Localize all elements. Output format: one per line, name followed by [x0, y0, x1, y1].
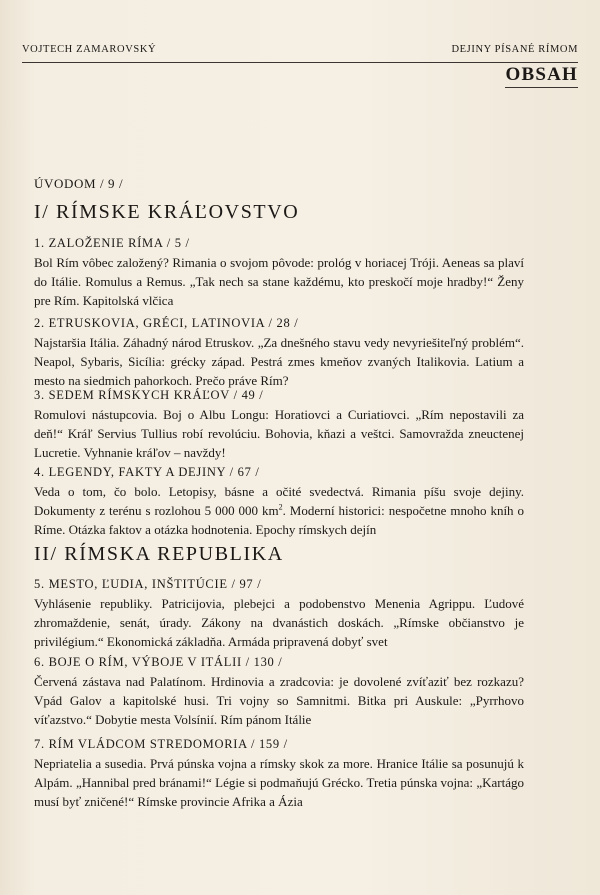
header-author: VOJTECH ZAMAROVSKÝ	[22, 44, 157, 55]
intro-entry: ÚVODOM / 9 /	[34, 176, 124, 191]
chapter-2	[34, 316, 524, 390]
chapter-1	[34, 236, 524, 310]
header-book-title: DEJINY PÍSANÉ RÍMOM	[451, 44, 578, 55]
chapter-title: 3. SEDEM RÍMSKYCH KRÁĽOV / 49 /	[34, 388, 264, 402]
chapter-title: 4. LEGENDY, FAKTY A DEJINY / 67 /	[34, 465, 260, 479]
chapter-title: 5. MESTO, ĽUDIA, INŠTITÚCIE / 97 /	[34, 577, 262, 591]
chapter-description: Romulovi nástupcovia. Boj o Albu Longu: Horatiovci a Curiatiovci. „Rím nepostavili za deň!“ Kráľ Servius Tullius robí revolúciu. Bohovia, kňazi a veštci. Samovražda zneuctenej Lucretie. Vyhnanie kráľov – navždy!	[34, 407, 524, 460]
chapter-5	[34, 577, 524, 651]
running-header	[22, 40, 578, 63]
chapter-description: Veda o tom, čo bolo. Letopisy, básne a očité svedectvá. Rimania píšu svoje dejiny. Dokumenty z terénu s rozlohou 5 000 000 $km^2$. Moderní historici: nespočetne mnoho kníh o Ríme. Otázka faktov a otázka hodnotenia. Epochy rímskych dejín	[34, 484, 525, 537]
part-heading-1: I/ RÍMSKE KRÁĽOVSTVO	[34, 201, 300, 223]
chapter-3	[34, 388, 524, 462]
chapter-description: Bol Rím vôbec založený? Rimania o svojom pôvode: prológ v horiacej Tróji. Aeneas sa plaví do Itálie. Romulus a Remus. „Tak nech sa stane každému, kto preskočí moje hradby!“ Ženy pre Rím. Kapitolská vlčica	[34, 255, 524, 308]
chapter-description: Červená zástava nad Palatínom. Hrdinovia a zradcovia: je dovolené zvíťaziť bez rozkazu? Vpád Galov a kapitolské husi. Tri vojny so Samnitmi. Bitka pri Auskule: „Pyrrhovo víťazstvo.“ Dobytie mesta Volsínií. Rím pánom Itálie	[34, 674, 524, 727]
chapter-description: Vyhlásenie republiky. Patricijovia, plebejci a podobenstvo Menenia Agrippu. Ľudové zhromaždenie, senát, úrady. Zákony na dvanástich doskách. „Rímske občianstvo je privilégium.“ Ekonomická základňa. Armáda pripravená dobyť svet	[34, 596, 524, 649]
chapter-title: 7. RÍM VLÁDCOM STREDOMORIA / 159 /	[34, 737, 288, 751]
toc-title: OBSAH	[505, 64, 578, 88]
chapter-4	[34, 465, 524, 539]
chapter-title: 6. BOJE O RÍM, VÝBOJE V ITÁLII / 130 /	[34, 655, 283, 669]
chapter-6	[34, 655, 524, 729]
chapter-7	[34, 737, 524, 811]
part-heading-2: II/ RÍMSKA REPUBLIKA	[34, 543, 284, 565]
chapter-description: Nepriatelia a susedia. Prvá púnska vojna a rímsky skok za more. Hranice Itálie sa posunujú k Alpám. „Hannibal pred bránami!“ Légie si podmaňujú Grécko. Tretia púnska vojna: „Kartágo musí byť zničené!“ Rímske provincie Afrika a Ázia	[34, 756, 524, 809]
chapter-title: 1. ZALOŽENIE RÍMA / 5 /	[34, 236, 190, 250]
chapter-description: Najstaršia Itália. Záhadný národ Etruskov. „Za dnešného stavu vedy nevyriešiteľný problém“. Neapol, Sybaris, Sicília: grécky západ. Pestrá zmes kmeňov zvaných Italikovia. Latium a mesto na siedmich pahorkoch. Prečo práve Rím?	[34, 335, 524, 388]
chapter-title: 2. ETRUSKOVIA, GRÉCI, LATINOVIA / 28 /	[34, 316, 299, 330]
